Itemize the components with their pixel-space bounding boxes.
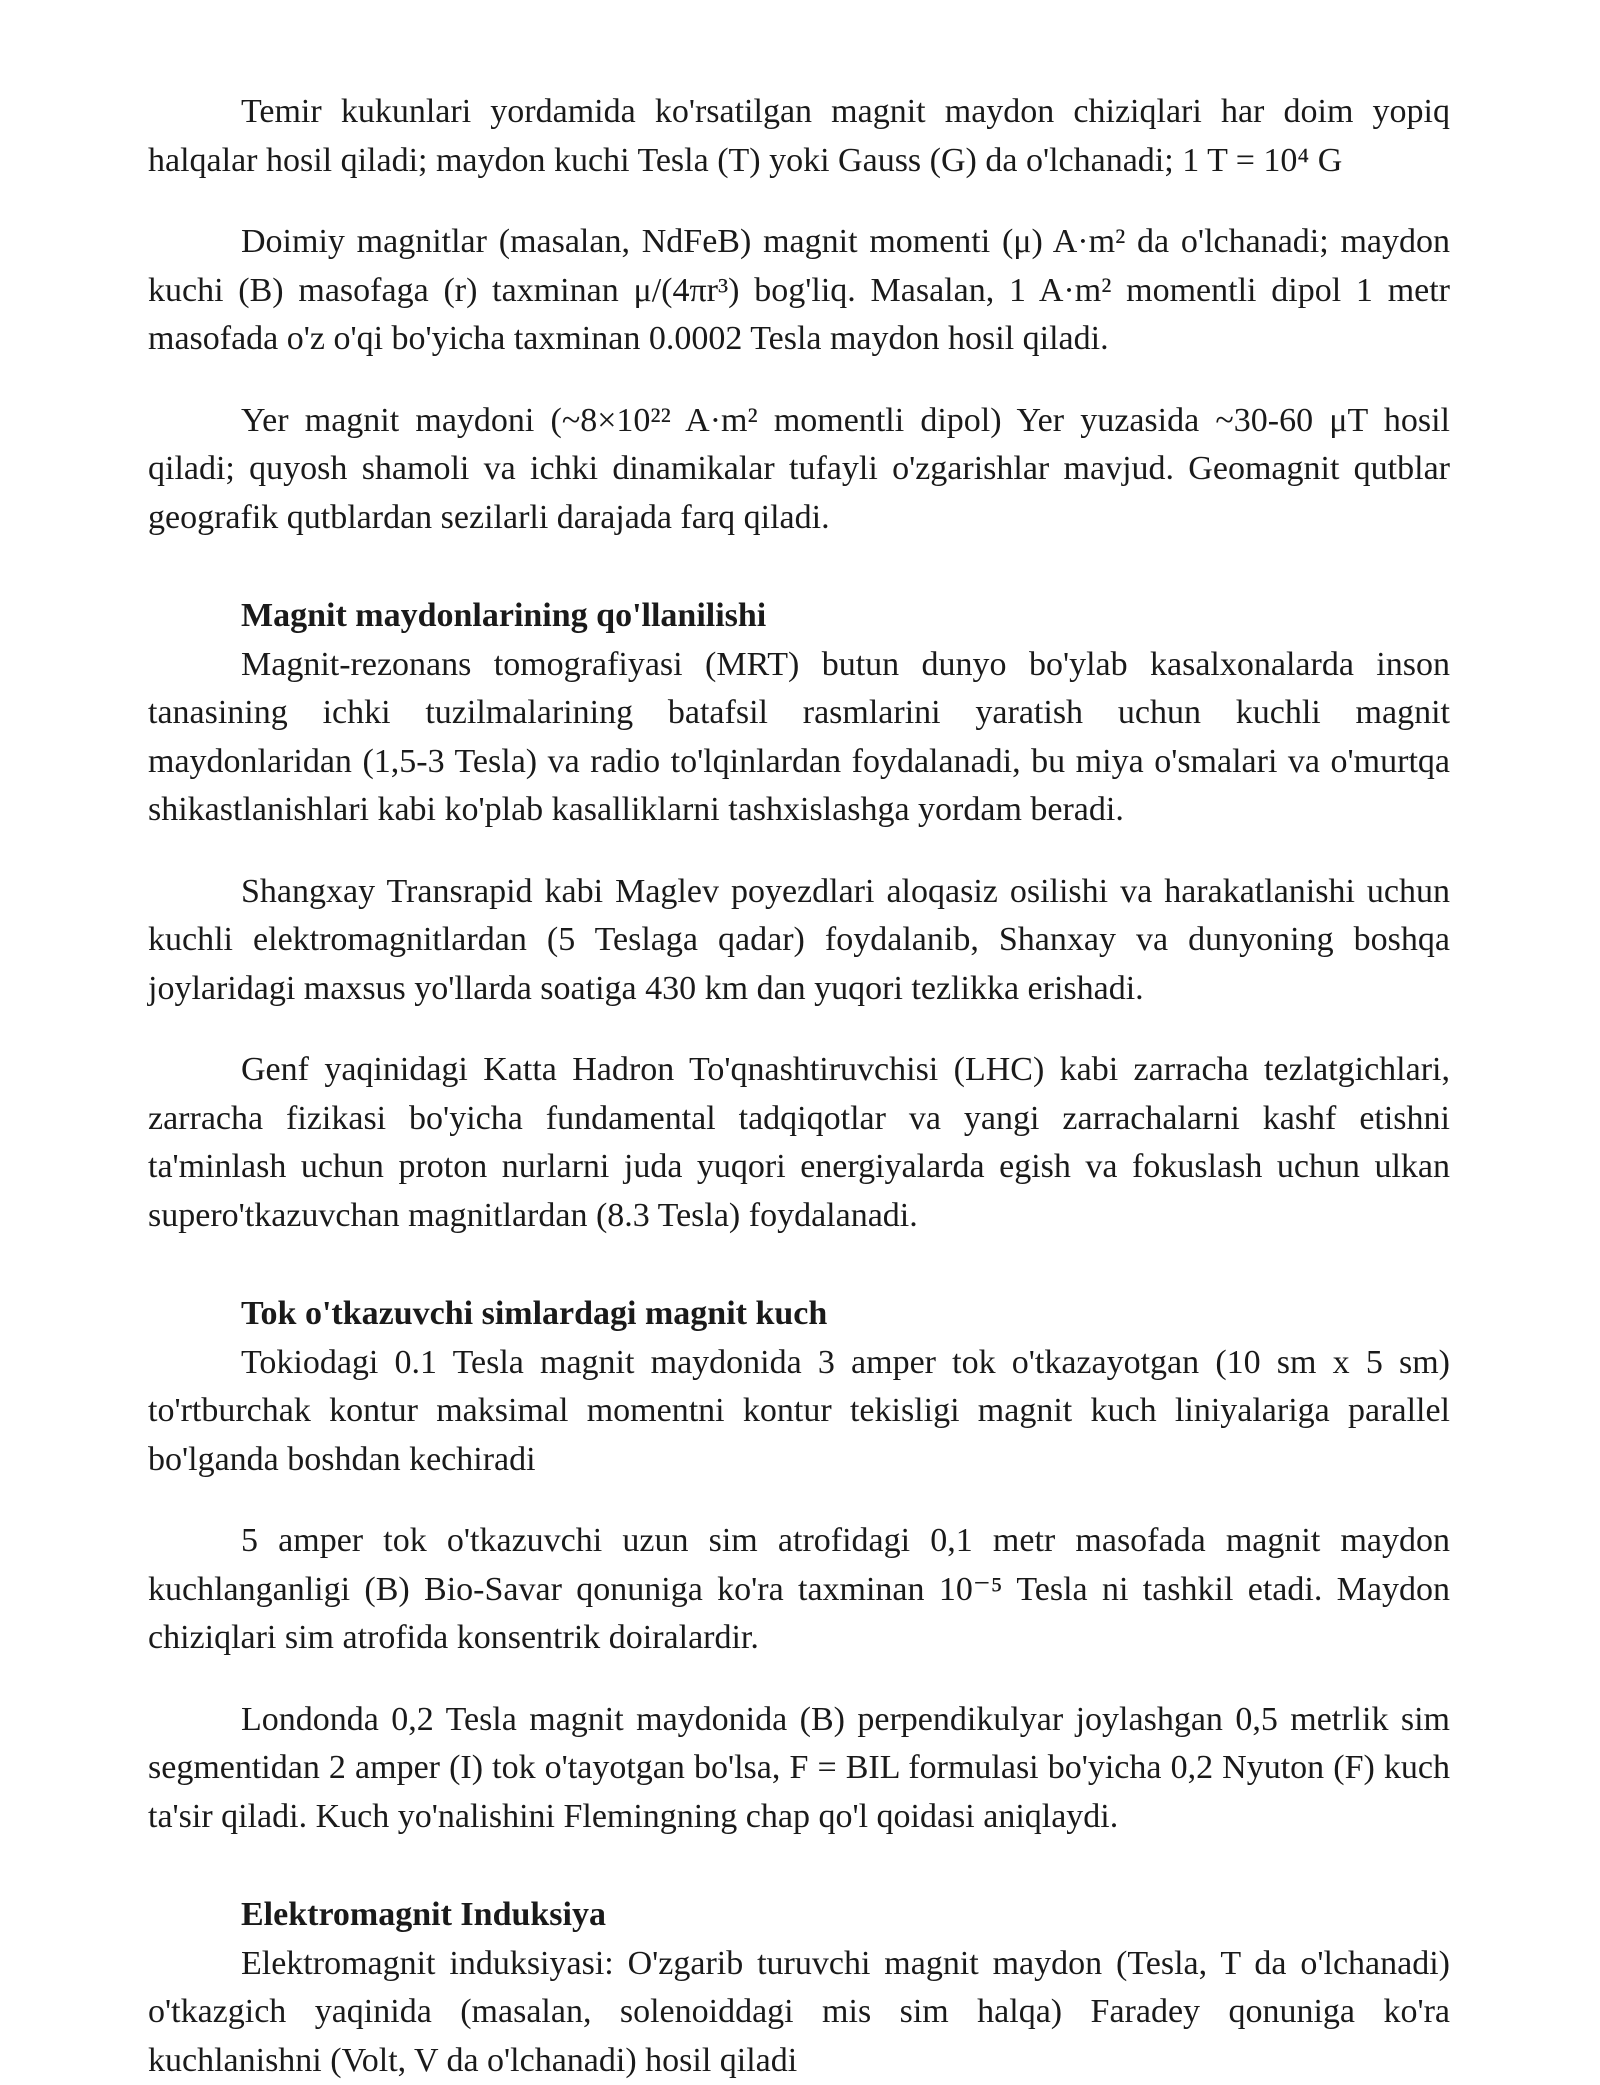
force-paragraph-3: Londonda 0,2 Tesla magnit maydonida (B) perpendikulyar joylashgan 0,5 metrlik sim segmentidan 2 amper (I) tok o'tayotgan bo'lsa, F = BIL formulasi bo'yicha 0,2 Nyuton (F) kuch ta'sir qiladi. Kuch yo'nalishini Flemingning chap qo'l qoidasi aniqlaydi. [148,1696,1450,1842]
applications-heading: Magnit maydonlarining qo'llanilishi [148,592,1450,641]
applications-section [148,592,1450,1240]
intro-paragraph-3: Yer magnit maydoni (~8×10²² A·m² momentli dipol) Yer yuzasida ~30-60 μT hosil qiladi; quyosh shamoli va ichki dinamikalar tufayli o'zgarishlar mavjud. Geomagnit qutblar geografik qutblardan sezilarli darajada farq qiladi. [148,397,1450,543]
force-paragraph-2: 5 amper tok o'tkazuvchi uzun sim atrofidagi 0,1 metr masofada magnit maydon kuchlanganligi (B) Bio-Savar qonuniga ko'ra taxminan 10⁻⁵ Tesla ni tashkil etadi. Maydon chiziqlari sim atrofida konsentrik doiralardir. [148,1517,1450,1663]
induction-heading: Elektromagnit Induksiya [148,1891,1450,1940]
intro-paragraph-1: Temir kukunlari yordamida ko'rsatilgan magnit maydon chiziqlari har doim yopiq halqalar hosil qiladi; maydon kuchi Tesla (T) yoki Gauss (G) da o'lchanadi; 1 T = 10⁴ G [148,88,1450,185]
applications-paragraph-3: Genf yaqinidagi Katta Hadron To'qnashtiruvchisi (LHC) kabi zarracha tezlatgichlari, zarracha fizikasi bo'yicha fundamental tadqiqotlar va yangi zarrachalarni kashf etishni ta'minlash uchun proton nurlarni juda yuqori energiyalarda egish va fokuslash uchun ulkan supero'tkazuvchan magnitlardan (8.3 Tesla) foydalanadi. [148,1046,1450,1240]
applications-paragraph-2: Shangxay Transrapid kabi Maglev poyezdlari aloqasiz osilishi va harakatlanishi uchun kuchli elektromagnitlardan (5 Teslaga qadar) foydalanib, Shanxay va dunyoning boshqa joylaridagi maxsus yo'llarda soatiga 430 km dan yuqori tezlikka erishadi. [148,868,1450,1014]
force-heading: Tok o'tkazuvchi simlardagi magnit kuch [148,1290,1450,1339]
induction-section [148,1891,1450,2085]
document-page [148,88,1450,2085]
induction-paragraph-1: Elektromagnit induksiyasi: O'zgarib turuvchi magnit maydon (Tesla, T da o'lchanadi) o'tkazgich yaqinida (masalan, solenoiddagi mis sim halqa) Faradey qonuniga ko'ra kuchlanishni (Volt, V da o'lchanadi) hosil qiladi [148,1940,1450,2085]
applications-paragraph-1: Magnit-rezonans tomografiyasi (MRT) butun dunyo bo'ylab kasalxonalarda inson tanasining ichki tuzilmalarining batafsil rasmlarini yaratish uchun kuchli magnit maydonlaridan (1,5-3 Tesla) va radio to'lqinlardan foydalanadi, bu miya o'smalari va o'murtqa shikastlanishlari kabi ko'plab kasalliklarni tashxislashga yordam beradi. [148,641,1450,835]
intro-paragraph-2: Doimiy magnitlar (masalan, NdFeB) magnit momenti (μ) A·m² da o'lchanadi; maydon kuchi (B) masofaga (r) taxminan μ/(4πr³) bog'liq. Masalan, 1 A·m² momentli dipol 1 metr masofada o'z o'qi bo'yicha taxminan 0.0002 Tesla maydon hosil qiladi. [148,218,1450,364]
force-paragraph-1: Tokiodagi 0.1 Tesla magnit maydonida 3 amper tok o'tkazayotgan (10 sm x 5 sm) to'rtburchak kontur maksimal momentni kontur tekisligi magnit kuch liniyalariga parallel bo'lganda boshdan kechiradi [148,1339,1450,1485]
force-section [148,1290,1450,1841]
